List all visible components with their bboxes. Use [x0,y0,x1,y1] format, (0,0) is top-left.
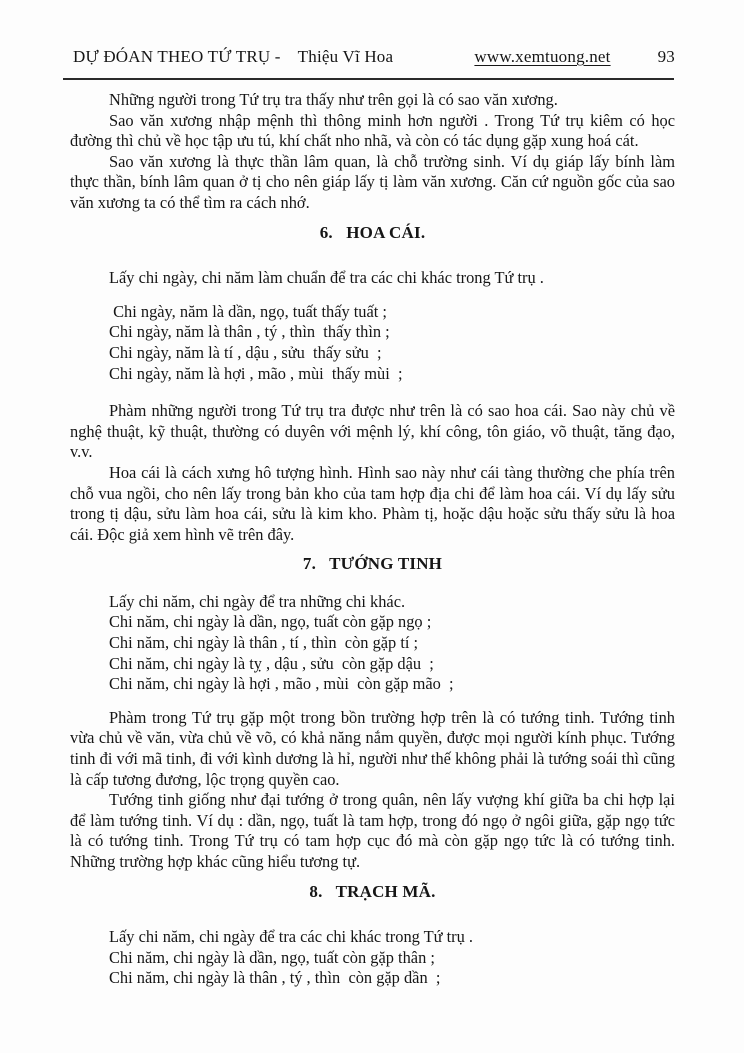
section-tuong-tinh [70,554,675,872]
section-lead: Lấy chi ngày, chi năm làm chuẩn để tra các chi khác trong Tứ trụ . [109,268,544,288]
rule-list [70,302,675,384]
author-name: Thiệu Vĩ Hoa [297,47,394,66]
section-hoa-cai [70,223,675,546]
section-paragraphs [70,708,675,873]
rule-item: Chi ngày, năm là dần, ngọ, tuất thấy tuất ; [109,301,387,321]
paragraph: Phàm trong Tứ trụ gặp một trong bồn trường hợp trên là có tướng tinh. Tướng tinh vừa chủ về văn, vừa chủ về võ, có khả năng nắm quyền, được mọi người kính phục. Tướng tinh đi với mã tinh, đi với kình dương là hỉ, người như thế không phải là tướng soái thì cũng là cấp tương đương, lộc trọng quyền cao. [70,707,675,789]
page-body [0,90,744,989]
rule-item: Lấy chi năm, chi ngày để tra các chi khác trong Tứ trụ . [109,927,474,947]
paragraph: Phàm những người trong Tứ trụ tra được như trên là có sao hoa cái. Sao này chủ về nghệ thuật, kỹ thuật, thường có duyên với mệnh lý, khí công, tôn giáo, võ thuật, tăng đạo, v.v. [70,401,675,462]
rule-item: Chi ngày, năm là tí , dậu , sửu thấy sửu ; [109,342,382,362]
section-van-xuong [70,90,675,214]
header-divider [63,78,674,80]
section-heading-tuong-tinh: 7. TƯỚNG TINH [302,554,443,574]
rule-item: Chi năm, chi ngày là dần, ngọ, tuất còn gặp ngọ ; [109,612,432,632]
paragraph: Hoa cái là cách xưng hô tượng hình. Hình sao này như cái tàng thường che phía trên chỗ vua ngồi, cho nên lấy trong bản kho của tam hợp địa chi để làm hoa cái. Ví dụ lấy sửu trong tị dậu, sửu làm hoa cái, sửu là kim kho. Phàm tị, hoặc dậu hoặc sửu thấy sửu là hoa cái. Độc giả xem hình vẽ trên đây. [70,462,675,544]
page-number: 93 [657,47,675,66]
paragraph: Những người trong Tứ trụ tra thấy như trên gọi là có sao văn xương. [109,90,558,109]
book-title: DỰ ĐÓAN THEO TỨ TRỤ - [73,47,281,66]
rule-item: Chi năm, chi ngày là thân , tý , thìn còn gặp dần ; [109,968,441,988]
rule-item: Chi năm, chi ngày là tỵ , dậu , sửu còn gặp dậu ; [109,653,434,673]
rule-list [70,592,675,695]
section-paragraphs [70,401,675,545]
paragraph: Sao văn xương nhập mệnh thì thông minh hơn người . Trong Tứ trụ kiêm có học đường thì chủ về học tập ưu tú, khí chất nho nhã, và còn có tác dụng gặp xung hoá cát. [70,110,675,151]
page-header [0,0,744,67]
section-heading-trach-ma: 8. TRẠCH MÃ. [309,881,436,901]
rule-item: Chi năm, chi ngày là dần, ngọ, tuất còn gặp thân ; [109,947,435,967]
website-link[interactable]: www.xemtuong.net [474,47,611,66]
rule-item: Chi ngày, năm là hợi , mão , mùi thấy mùi ; [109,363,403,383]
rule-item: Chi năm, chi ngày là thân , tí , thìn còn gặp tí ; [109,633,419,653]
rule-item: Chi ngày, năm là thân , tý , thìn thấy thìn ; [109,322,390,342]
section-trach-ma [70,882,675,989]
paragraph: Tướng tinh giống như đại tướng ở trong quân, nên lấy vượng khí giữa ba chi hợp lại để làm tướng tinh. Ví dụ : dần, ngọ, tuất là tam hợp, trong đó ngọ ở ngôi giữa, gặp ngọ tức là có tướng tinh. Trong Tứ trụ có tam hợp cục đó mà còn gặp ngọ tức là có tướng tinh. Những trường hợp khác cũng hiểu tương tự. [70,790,675,871]
paragraph: Sao văn xương là thực thần lâm quan, là chỗ trường sinh. Ví dụ giáp lấy bính làm thực thần, bính lâm quan ở tị cho nên giáp lấy tị làm văn xương. Căn cứ nguồn gốc của sao văn xương ta có thể tìm ra cách nhớ. [70,151,675,212]
rule-item: Chi năm, chi ngày là hợi , mão , mùi còn gặp mão ; [109,674,454,694]
rule-item: Lấy chi năm, chi ngày để tra những chi khác. [109,591,406,611]
rule-list [70,927,675,989]
section-heading-hoa-cai: 6. HOA CÁI. [319,222,426,242]
